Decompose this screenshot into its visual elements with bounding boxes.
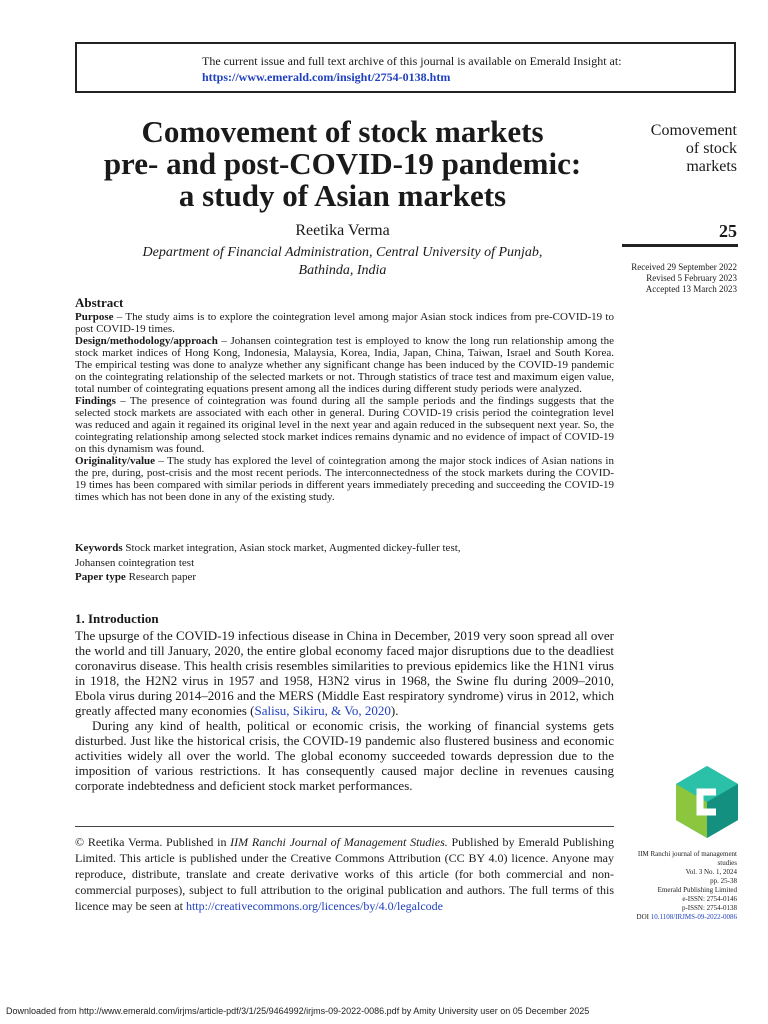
article-title [70,116,615,212]
doi-link[interactable]: 10.1108/IRJMS-09-2022-0086 [650,913,737,921]
abstract-design [75,335,614,395]
introduction-section [75,611,614,793]
journal-volume: Vol. 3 No. 1, 2024 [685,868,737,876]
license-notice [75,834,614,914]
author-affiliation [70,244,615,280]
running-title-line-3: markets [686,158,737,175]
author-name: Reetika Verma [295,222,390,239]
license-link[interactable]: http://creativecommons.org/licences/by/4.0/legalcode [185,899,443,913]
running-title-line-2: of stock [685,140,737,157]
paper-type-text: Research paper [125,571,197,583]
received-date: Received 29 September 2022 [631,262,737,272]
keywords-label: Keywords [75,542,123,554]
purpose-text: – The study aims is to explore the cointegration level among major Asian stock indices from pre-COVID-19 to post COVID-19 times. [75,311,614,335]
introduction-paragraph-2: During any kind of health, political or economic crisis, the working of financial systems gets disturbed. Just like the historical crisis, the COVID-19 pandemic also flustered business and economic activities widely all over the world. The global economy succeeded towards depression due to the imposition of various restrictions. It has consequently caused major decline in revenues causing corporate indebtedness and deficient stock market performances. [75,718,614,793]
crossmark-logo-icon[interactable] [676,766,738,838]
page-number-rule [622,244,738,247]
availability-text: The current issue and full text archive of this journal is available on Emerald Insight at: [202,54,622,68]
abstract-findings [75,395,614,455]
paper-type-label: Paper type [75,571,126,583]
introduction-paragraph-1 [75,628,614,718]
keywords [75,541,614,571]
revised-date: Revised 5 February 2023 [646,273,737,283]
keywords-text: Stock market integration, Asian stock market, Augmented dickey-fuller test, [122,542,461,554]
doi [600,913,737,922]
publisher: Emerald Publishing Limited [657,886,737,894]
journal-info [600,850,737,922]
para1-end: ). [390,703,399,718]
abstract-section [75,297,614,503]
accepted-date: Accepted 13 March 2023 [645,284,737,294]
download-footer: Downloaded from http://www.emerald.com/irjms/article-pdf/3/1/25/9464992/irjms-09-2022-0086.pdf by Amity University user on 05 December 2025 [6,1006,590,1016]
e-issn: e-ISSN: 2754-0146 [682,895,737,903]
findings-text: – The presence of cointegration was found during all the sample periods and the findings suggests that the selected stock markets are associated with each other in general. During COVID-19 crisis period the cointegration level was reduced and again it regained its original level in the next year and again reduced in the subsequent next year. So, the cointegrating relationship among selected stock market indices remains dynamic and no evidence of impact of COVID-19 on this dynamism was found. [75,395,614,455]
license-text: Published by Emerald Publishing Limited. This article is published under the Creative Commons Attribution (CC BY 4.0) licence. Anyone may reproduce, distribute, translate and create derivative works of this article (for both commercial and non-commercial purposes), subject to full attribution to the original publication and authors. The full terms of this licence may be seen at [75,835,614,913]
design-label: Design/methodology/approach [75,335,218,347]
originality-label: Originality/value [75,455,156,467]
paper-type [75,570,614,585]
affiliation-line-1: Department of Financial Administration, Central University of Punjab, [142,245,543,260]
purpose-label: Purpose [75,311,114,323]
citation-link[interactable]: Salisu, Sikiru, & Vo, 2020 [254,703,391,718]
title-line-1: Comovement of stock markets [141,114,544,149]
para1-text: The upsurge of the COVID-19 infectious disease in China in December, 2019 very soon spread all over the world and till January, 2020, the entire global economy faced major disruptions due to the deadliest coronavirus disease. This health crisis resembles similarities to previous epidemics like the H1N1 virus in 1918, the H2N2 virus in 1957 and 1958, H3N2 virus in 1968, the Swine flu during 2009–2010, Ebola virus during 2014–2016 and the MERS (Middle East respiratory syndrome) virus in 2012, which greatly affected many economies ( [75,628,614,718]
keywords-text-2: Johansen cointegration test [75,557,195,569]
running-title-line-1: Comovement [650,122,737,139]
p-issn: p-ISSN: 2754-0138 [681,904,737,912]
page-number: 25 [719,221,737,241]
design-text: – Johansen cointegration test is employed to know the long run relationship among the stock market indices of Hong Kong, Indonesia, Malaysia, Korea, India, Japan, China, Taiwan, Israel and South Korea. The empirical testing was done to analyze whether any significant change has been induced by the COVID-19 pandemic on the cointegrating relationship of the selected markets or not. Through statistics of trace test and maximum eigen value, total number of cointegrating equations present among all the indices during different study periods were analyzed. [75,335,614,395]
abstract-heading: Abstract [75,295,124,310]
journal-name: IIM Ranchi Journal of Management Studies. [230,835,448,849]
running-title [620,122,737,176]
title-line-3: a study of Asian markets [178,178,507,213]
license-divider [75,826,614,827]
journal-url-link[interactable]: https://www.emerald.com/insight/2754-0138.htm [202,70,451,84]
doi-label: DOI [636,913,651,921]
article-dates [600,262,737,295]
affiliation-line-2: Bathinda, India [298,263,387,278]
journal-info-line-1: IIM Ranchi journal of management [637,850,737,858]
journal-availability-box [75,42,736,93]
findings-label: Findings [75,395,116,407]
journal-pages: pp. 25-38 [710,877,737,885]
introduction-heading: 1. Introduction [75,611,159,626]
originality-text: – The study has explored the level of cointegration among the major stock indices of Asian nations in the pre, during, post-crisis and the most recent periods. The interconnectedness of the stock markets during the COVID-19 times has been compared with similar periods in different years immediately preceding and succeeding the COVID-19 times which has not been done in any of the existing study. [75,455,614,503]
abstract-purpose [75,311,614,335]
license-prefix: © Reetika Verma. Published in [75,835,231,849]
abstract-originality [75,455,614,503]
journal-info-line-2: studies [717,859,737,867]
title-line-2: pre- and post-COVID-19 pandemic: [103,146,582,181]
